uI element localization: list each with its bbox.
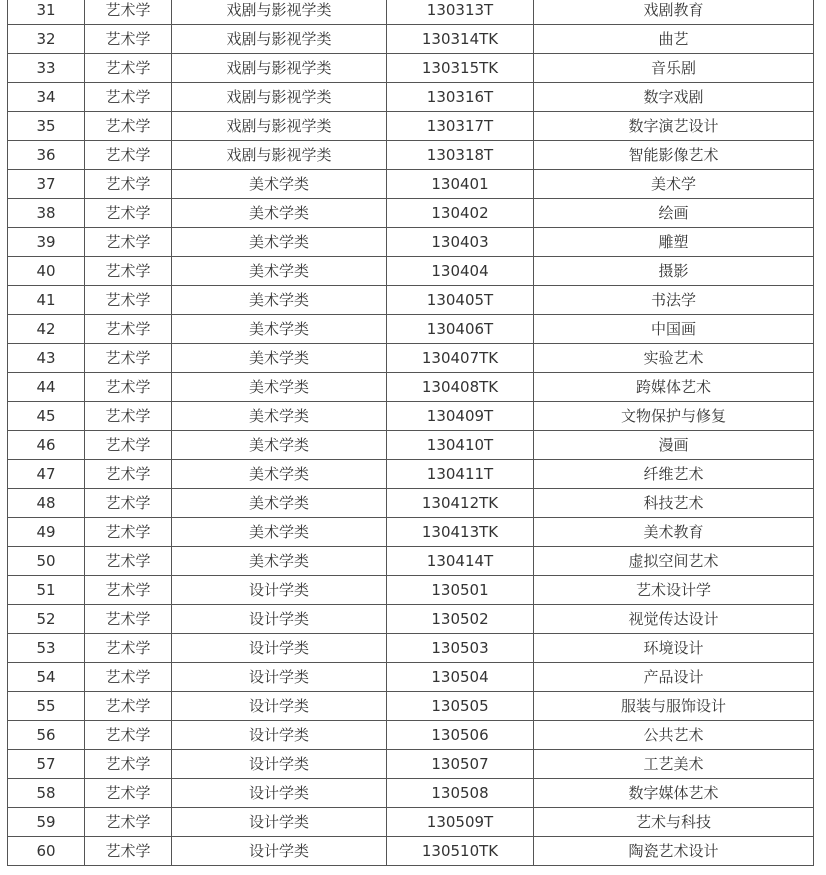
table-row [8,402,814,431]
table-row [8,750,814,779]
major-name-cell: 绘画 [534,199,814,228]
major-class-cell: 美术学类 [172,344,387,373]
row-number-cell: 41 [8,286,85,315]
major-code-cell: 130501 [387,576,534,605]
major-name-cell: 陶瓷艺术设计 [534,837,814,866]
discipline-category-cell: 艺术学 [85,344,172,373]
major-class-cell: 美术学类 [172,286,387,315]
major-class-cell: 美术学类 [172,199,387,228]
major-name-cell: 跨媒体艺术 [534,373,814,402]
major-name-cell: 漫画 [534,431,814,460]
table-row [8,257,814,286]
major-class-cell: 设计学类 [172,576,387,605]
major-name-cell: 科技艺术 [534,489,814,518]
discipline-category-cell: 艺术学 [85,257,172,286]
table-row [8,54,814,83]
discipline-category-cell: 艺术学 [85,750,172,779]
table-row [8,605,814,634]
major-name-cell: 曲艺 [534,25,814,54]
major-code-cell: 130401 [387,170,534,199]
discipline-category-cell: 艺术学 [85,54,172,83]
majors-table-body [8,0,814,866]
row-number-cell: 58 [8,779,85,808]
major-name-cell: 数字演艺设计 [534,112,814,141]
major-class-cell: 戏剧与影视学类 [172,54,387,83]
major-code-cell: 130502 [387,605,534,634]
table-row [8,808,814,837]
major-code-cell: 130413TK [387,518,534,547]
table-row [8,0,814,25]
table-row [8,25,814,54]
major-name-cell: 智能影像艺术 [534,141,814,170]
major-name-cell: 产品设计 [534,663,814,692]
major-code-cell: 130314TK [387,25,534,54]
major-code-cell: 130318T [387,141,534,170]
table-row [8,576,814,605]
major-code-cell: 130410T [387,431,534,460]
row-number-cell: 31 [8,0,85,25]
discipline-category-cell: 艺术学 [85,170,172,199]
row-number-cell: 44 [8,373,85,402]
major-class-cell: 设计学类 [172,837,387,866]
major-name-cell: 工艺美术 [534,750,814,779]
discipline-category-cell: 艺术学 [85,199,172,228]
major-name-cell: 视觉传达设计 [534,605,814,634]
major-class-cell: 戏剧与影视学类 [172,0,387,25]
majors-table [7,0,814,866]
discipline-category-cell: 艺术学 [85,692,172,721]
major-class-cell: 美术学类 [172,460,387,489]
major-class-cell: 设计学类 [172,663,387,692]
discipline-category-cell: 艺术学 [85,663,172,692]
major-class-cell: 戏剧与影视学类 [172,25,387,54]
major-name-cell: 美术教育 [534,518,814,547]
row-number-cell: 35 [8,112,85,141]
discipline-category-cell: 艺术学 [85,228,172,257]
major-code-cell: 130412TK [387,489,534,518]
table-row [8,779,814,808]
major-name-cell: 艺术与科技 [534,808,814,837]
major-name-cell: 文物保护与修复 [534,402,814,431]
discipline-category-cell: 艺术学 [85,518,172,547]
discipline-category-cell: 艺术学 [85,837,172,866]
discipline-category-cell: 艺术学 [85,779,172,808]
row-number-cell: 32 [8,25,85,54]
row-number-cell: 38 [8,199,85,228]
major-name-cell: 艺术设计学 [534,576,814,605]
row-number-cell: 59 [8,808,85,837]
row-number-cell: 53 [8,634,85,663]
major-code-cell: 130409T [387,402,534,431]
major-class-cell: 设计学类 [172,808,387,837]
table-row [8,634,814,663]
table-row [8,547,814,576]
major-code-cell: 130510TK [387,837,534,866]
major-code-cell: 130408TK [387,373,534,402]
row-number-cell: 48 [8,489,85,518]
row-number-cell: 50 [8,547,85,576]
table-row [8,837,814,866]
major-name-cell: 数字戏剧 [534,83,814,112]
discipline-category-cell: 艺术学 [85,460,172,489]
table-row [8,344,814,373]
major-class-cell: 设计学类 [172,779,387,808]
major-code-cell: 130507 [387,750,534,779]
discipline-category-cell: 艺术学 [85,547,172,576]
major-code-cell: 130402 [387,199,534,228]
table-row [8,663,814,692]
row-number-cell: 37 [8,170,85,199]
discipline-category-cell: 艺术学 [85,112,172,141]
discipline-category-cell: 艺术学 [85,373,172,402]
major-class-cell: 戏剧与影视学类 [172,83,387,112]
major-name-cell: 戏剧教育 [534,0,814,25]
table-row [8,518,814,547]
discipline-category-cell: 艺术学 [85,402,172,431]
row-number-cell: 33 [8,54,85,83]
row-number-cell: 43 [8,344,85,373]
row-number-cell: 40 [8,257,85,286]
row-number-cell: 54 [8,663,85,692]
discipline-category-cell: 艺术学 [85,286,172,315]
major-class-cell: 戏剧与影视学类 [172,112,387,141]
table-row [8,373,814,402]
row-number-cell: 39 [8,228,85,257]
major-class-cell: 设计学类 [172,721,387,750]
major-code-cell: 130315TK [387,54,534,83]
table-row [8,141,814,170]
major-code-cell: 130406T [387,315,534,344]
row-number-cell: 60 [8,837,85,866]
table-row [8,228,814,257]
major-name-cell: 实验艺术 [534,344,814,373]
major-class-cell: 设计学类 [172,750,387,779]
major-code-cell: 130313T [387,0,534,25]
major-name-cell: 摄影 [534,257,814,286]
major-name-cell: 数字媒体艺术 [534,779,814,808]
major-class-cell: 美术学类 [172,489,387,518]
table-row [8,286,814,315]
table-row [8,460,814,489]
discipline-category-cell: 艺术学 [85,489,172,518]
table-row [8,431,814,460]
major-name-cell: 中国画 [534,315,814,344]
major-code-cell: 130405T [387,286,534,315]
major-name-cell: 雕塑 [534,228,814,257]
row-number-cell: 36 [8,141,85,170]
row-number-cell: 46 [8,431,85,460]
major-name-cell: 美术学 [534,170,814,199]
major-class-cell: 美术学类 [172,257,387,286]
discipline-category-cell: 艺术学 [85,141,172,170]
major-name-cell: 虚拟空间艺术 [534,547,814,576]
discipline-category-cell: 艺术学 [85,605,172,634]
table-row [8,112,814,141]
table-row [8,315,814,344]
major-code-cell: 130506 [387,721,534,750]
row-number-cell: 56 [8,721,85,750]
major-name-cell: 公共艺术 [534,721,814,750]
row-number-cell: 55 [8,692,85,721]
major-name-cell: 书法学 [534,286,814,315]
major-class-cell: 戏剧与影视学类 [172,141,387,170]
major-code-cell: 130403 [387,228,534,257]
major-name-cell: 音乐剧 [534,54,814,83]
major-class-cell: 美术学类 [172,431,387,460]
discipline-category-cell: 艺术学 [85,808,172,837]
major-class-cell: 美术学类 [172,228,387,257]
discipline-category-cell: 艺术学 [85,634,172,663]
table-row [8,692,814,721]
major-name-cell: 服装与服饰设计 [534,692,814,721]
major-code-cell: 130316T [387,83,534,112]
major-class-cell: 设计学类 [172,605,387,634]
major-name-cell: 环境设计 [534,634,814,663]
table-row [8,83,814,112]
major-class-cell: 美术学类 [172,373,387,402]
major-class-cell: 美术学类 [172,170,387,199]
major-code-cell: 130407TK [387,344,534,373]
discipline-category-cell: 艺术学 [85,0,172,25]
major-code-cell: 130505 [387,692,534,721]
major-code-cell: 130317T [387,112,534,141]
major-class-cell: 设计学类 [172,692,387,721]
major-code-cell: 130503 [387,634,534,663]
row-number-cell: 57 [8,750,85,779]
major-code-cell: 130411T [387,460,534,489]
row-number-cell: 45 [8,402,85,431]
discipline-category-cell: 艺术学 [85,83,172,112]
table-row [8,170,814,199]
major-code-cell: 130508 [387,779,534,808]
table-row [8,721,814,750]
row-number-cell: 47 [8,460,85,489]
major-name-cell: 纤维艺术 [534,460,814,489]
major-code-cell: 130414T [387,547,534,576]
major-class-cell: 美术学类 [172,547,387,576]
row-number-cell: 42 [8,315,85,344]
discipline-category-cell: 艺术学 [85,721,172,750]
major-code-cell: 130509T [387,808,534,837]
row-number-cell: 34 [8,83,85,112]
discipline-category-cell: 艺术学 [85,25,172,54]
major-class-cell: 美术学类 [172,315,387,344]
discipline-category-cell: 艺术学 [85,315,172,344]
major-class-cell: 美术学类 [172,518,387,547]
row-number-cell: 49 [8,518,85,547]
major-class-cell: 设计学类 [172,634,387,663]
major-code-cell: 130404 [387,257,534,286]
row-number-cell: 52 [8,605,85,634]
major-code-cell: 130504 [387,663,534,692]
table-row [8,199,814,228]
table-row [8,489,814,518]
discipline-category-cell: 艺术学 [85,431,172,460]
major-class-cell: 美术学类 [172,402,387,431]
row-number-cell: 51 [8,576,85,605]
discipline-category-cell: 艺术学 [85,576,172,605]
